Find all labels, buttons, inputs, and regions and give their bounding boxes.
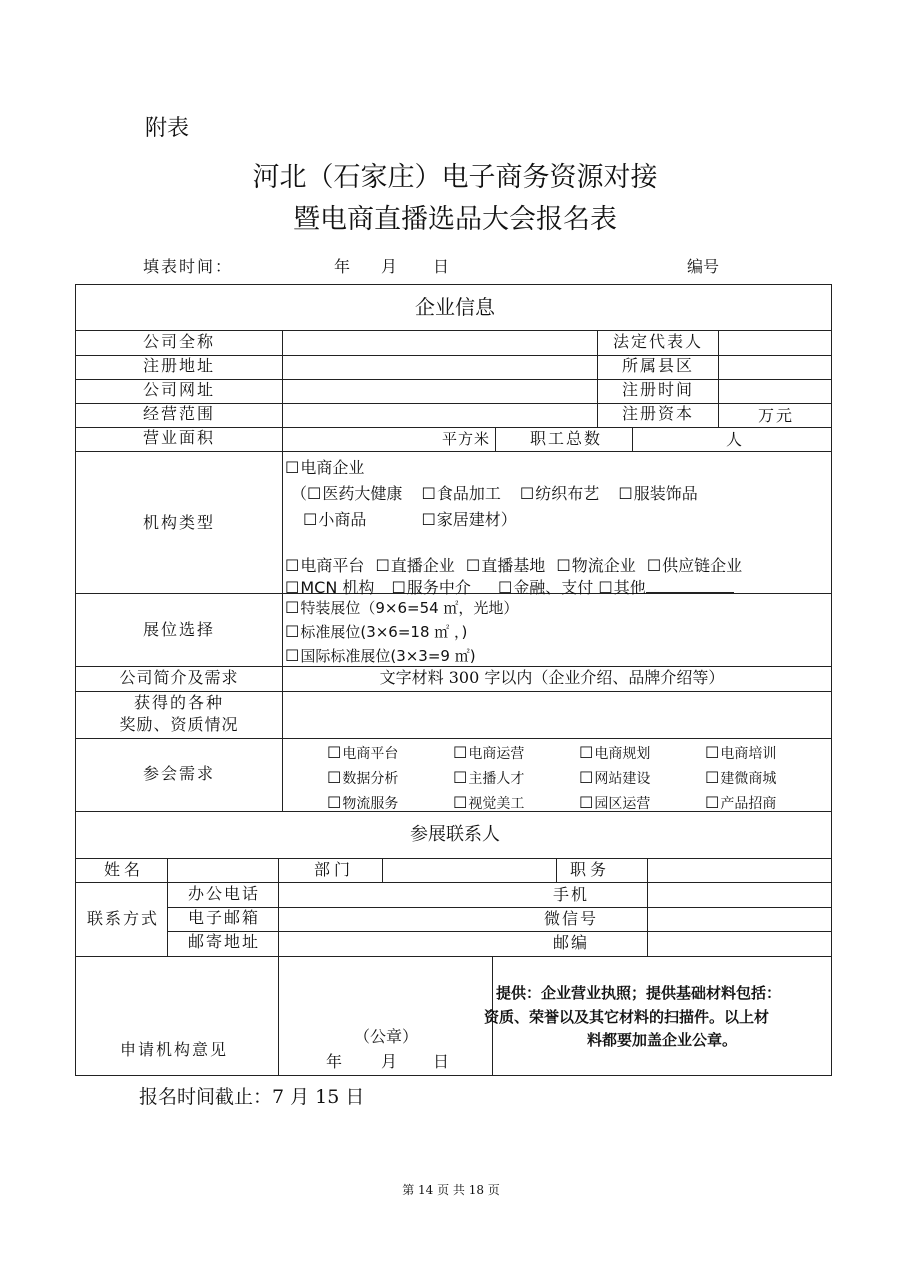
page-footer: 第 14 页 共 18 页 [402, 1183, 500, 1197]
contact-position-label: 职务 [570, 860, 611, 879]
serial-label: 编号 [687, 257, 720, 276]
org-ecommerce-company-checkbox[interactable]: ☐ 电商企业 [285, 458, 364, 477]
mobile-field[interactable] [648, 883, 831, 906]
postal-label: 邮寄地址 [188, 932, 261, 951]
org-platform-checkbox[interactable]: ☐ 电商平台 [285, 556, 364, 575]
need-checkbox[interactable]: ☐ 物流服务 [327, 791, 453, 816]
fill-time-label: 填表时间： [143, 257, 234, 276]
legal-rep-label: 法定代表人 [612, 332, 704, 351]
note-line-2: 资质、荣誉以及其它材料的扫描件。以上材 [484, 1008, 770, 1026]
title-line2: 暨电商直播选品大会报名表 [293, 204, 617, 235]
need-checkbox[interactable]: ☐ 视觉美工 [453, 791, 579, 816]
office-phone-label: 办公电话 [188, 884, 261, 903]
fill-month: 月 [381, 257, 398, 276]
awards-field[interactable] [283, 692, 831, 737]
deadline-text: 报名时间截止：7 月 15 日 [139, 1086, 365, 1108]
note-line-3: 料都要加盖企业公章。 [586, 1031, 738, 1049]
need-checkbox[interactable]: ☐ 电商规划 [579, 741, 705, 766]
area-label: 营业面积 [142, 428, 216, 447]
wan-yuan-unit: 万元 [758, 406, 795, 425]
org-pharma-checkbox[interactable]: ☐ 医药大健康 [307, 484, 402, 503]
org-other-checkbox[interactable]: ☐ 其他 [598, 578, 645, 597]
intro-value: 文字材料 300 字以内（企业介绍、品牌介绍等） [379, 668, 725, 687]
website-label: 公司网址 [142, 380, 216, 399]
area-field[interactable] [283, 428, 433, 450]
fill-year: 年 [334, 257, 351, 276]
company-name-label: 公司全称 [142, 332, 216, 351]
reg-capital-label: 注册资本 [621, 404, 695, 423]
person-unit: 人 [726, 430, 743, 449]
note-line-1: 提供：企业营业执照；提供基础材料包括： [496, 984, 782, 1002]
contact-dept-label: 部门 [314, 860, 355, 879]
office-phone-field[interactable] [279, 883, 529, 906]
booth-special-checkbox[interactable]: ☐ 特装展位（9×6=54 ㎡，光地） [285, 596, 518, 620]
scope-field[interactable] [283, 404, 596, 426]
booth-options [285, 596, 518, 668]
contact-name-field[interactable] [168, 859, 277, 881]
contact-dept-field[interactable] [383, 859, 555, 881]
reg-address-field[interactable] [283, 356, 596, 378]
postcode-label: 邮编 [553, 933, 590, 952]
county-field[interactable] [719, 356, 831, 378]
booth-international-checkbox[interactable]: ☐ 国际标准展位(3×3=9 ㎡) [285, 644, 518, 668]
need-checkbox[interactable]: ☐ 电商培训 [705, 741, 831, 766]
org-small-goods-checkbox[interactable]: ☐ 小商品 [303, 510, 366, 529]
org-service-checkbox[interactable]: ☐ 服务中介 [391, 578, 470, 597]
county-label: 所属县区 [621, 356, 695, 375]
need-checkbox[interactable]: ☐ 电商运营 [453, 741, 579, 766]
scope-label: 经营范围 [142, 404, 216, 423]
org-supply-chain-checkbox[interactable]: ☐ 供应链企业 [647, 556, 742, 575]
contact-method-label: 联系方式 [87, 909, 160, 928]
org-other-field[interactable] [646, 578, 734, 593]
org-apparel-checkbox[interactable]: ☐ 服装饰品 [618, 484, 697, 503]
opinion-month: 月 [381, 1052, 398, 1071]
sqm-unit: 平方米 [442, 430, 491, 448]
need-checkbox[interactable]: ☐ 网站建设 [579, 766, 705, 791]
need-checkbox[interactable]: ☐ 建微商城 [705, 766, 831, 791]
need-checkbox[interactable]: ☐ 电商平台 [327, 741, 453, 766]
need-checkbox[interactable]: ☐ 主播人才 [453, 766, 579, 791]
org-finance-checkbox[interactable]: ☐ 金融、支付 [498, 578, 593, 597]
awards-label-1: 获得的各种 [133, 693, 225, 712]
website-field[interactable] [283, 380, 596, 402]
booth-label: 展位选择 [142, 620, 216, 639]
staff-label: 职工总数 [530, 429, 603, 448]
org-textile-checkbox[interactable]: ☐ 纺织布艺 [520, 484, 599, 503]
company-name-field[interactable] [283, 331, 596, 354]
needs-label: 参会需求 [142, 764, 216, 783]
opinion-day: 日 [433, 1052, 450, 1071]
appendix-label: 附表 [145, 116, 190, 141]
awards-label-2: 奖励、资质情况 [119, 715, 239, 734]
wechat-label: 微信号 [544, 909, 599, 928]
needs-options [327, 741, 827, 816]
postcode-field[interactable] [648, 932, 831, 955]
org-type-label: 机构类型 [142, 513, 216, 532]
fill-day: 日 [433, 257, 450, 276]
org-mcn-checkbox[interactable]: ☐ MCN 机构 [285, 578, 374, 597]
need-checkbox[interactable]: ☐ 数据分析 [327, 766, 453, 791]
section-enterprise-title: 企业信息 [415, 295, 495, 319]
reg-time-label: 注册时间 [621, 380, 695, 399]
contact-position-field[interactable] [648, 859, 831, 881]
org-home-checkbox[interactable]: ☐ 家居建材） [421, 510, 516, 529]
org-live-base-checkbox[interactable]: ☐ 直播基地 [466, 556, 545, 575]
opinion-year: 年 [326, 1052, 343, 1071]
contact-name-label: 姓名 [104, 860, 145, 879]
email-label: 电子邮箱 [188, 908, 261, 927]
org-food-checkbox[interactable]: ☐ 食品加工 [421, 484, 500, 503]
org-live-company-checkbox[interactable]: ☐ 直播企业 [375, 556, 454, 575]
need-checkbox[interactable]: ☐ 产品招商 [705, 791, 831, 816]
seal-label: （公章） [354, 1027, 419, 1046]
email-field[interactable] [279, 908, 529, 930]
staff-field[interactable] [633, 428, 718, 450]
reg-time-field[interactable] [719, 380, 831, 402]
org-type-options: ☐ 电商企业 （☐ 医药大健康 ☐ 食品加工 ☐ 纺织布艺 ☐ 服装饰品 ☐ 小商品 ☐ 家居建材） ☐ 电商平台 ☐ 直播企业 ☐ 直播基地 ☐ 物流企业 ☐ 供应链企业 ☐ MCN 机构 ☐ 服务中介 ☐ 金融、支付 ☐ 其他 [285, 455, 742, 601]
intro-label: 公司简介及需求 [119, 668, 239, 687]
title-line1: 河北（石家庄）电子商务资源对接 [252, 162, 658, 193]
wechat-field[interactable] [648, 908, 831, 930]
org-logistics-checkbox[interactable]: ☐ 物流企业 [556, 556, 635, 575]
booth-standard-checkbox[interactable]: ☐ 标准展位(3×6=18 ㎡ ，) [285, 620, 518, 644]
mobile-label: 手机 [553, 885, 590, 904]
postal-field[interactable] [279, 932, 529, 955]
need-checkbox[interactable]: ☐ 园区运营 [579, 791, 705, 816]
reg-address-label: 注册地址 [142, 356, 216, 375]
opinion-label: 申请机构意见 [120, 1040, 229, 1059]
legal-rep-field[interactable] [719, 331, 831, 354]
section-contact-title: 参展联系人 [410, 824, 500, 845]
